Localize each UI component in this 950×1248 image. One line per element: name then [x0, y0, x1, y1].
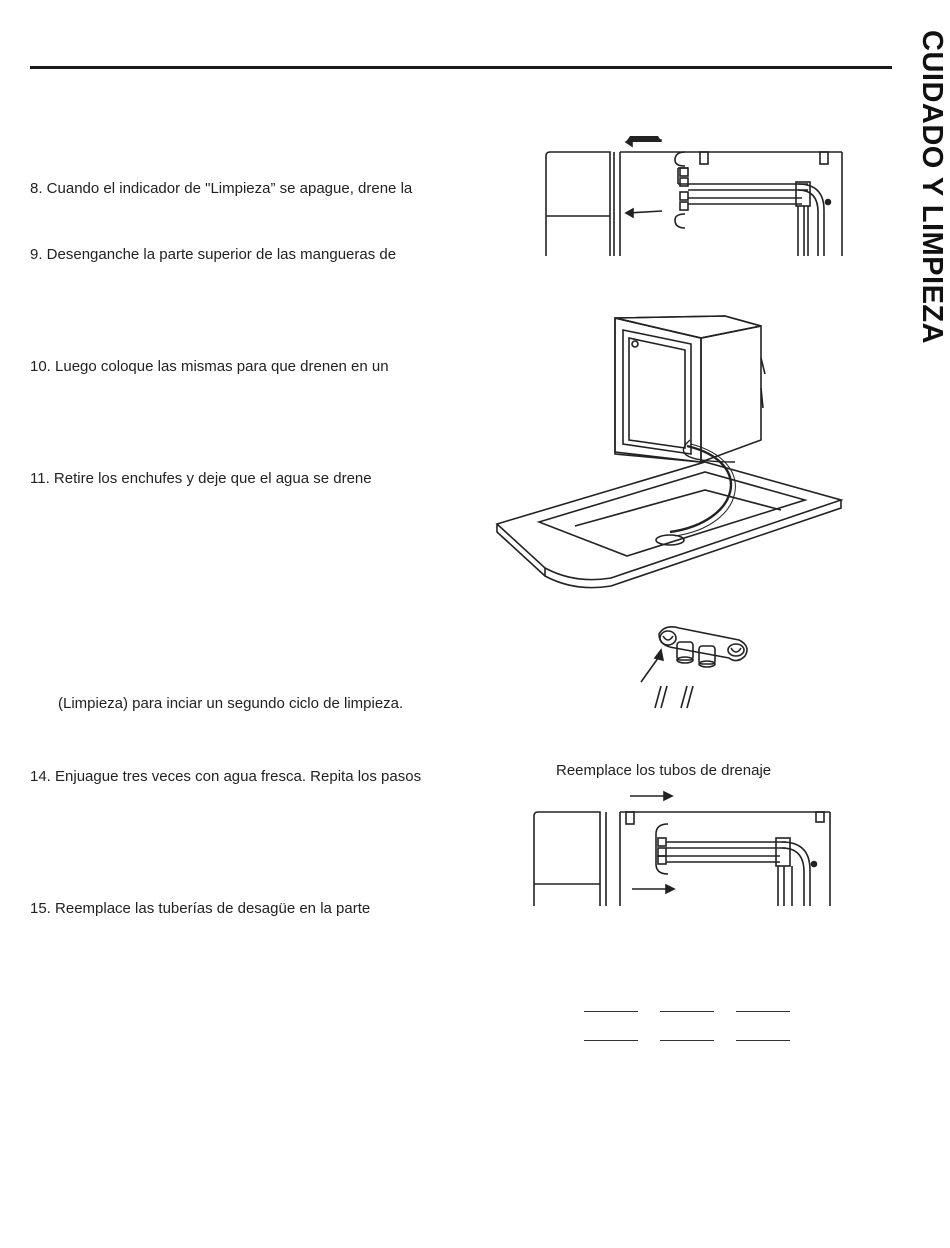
- step-15: 15. Reemplace las tuberías de desagüe en la parte: [30, 900, 371, 917]
- drain-plugs-illustration: [635, 620, 755, 712]
- hose-unhook-illustration: [540, 130, 850, 260]
- replace-tubes-caption: Reemplace los tubos de drenaje: [556, 762, 772, 779]
- blank-line: [736, 1040, 790, 1041]
- blank-line: [660, 1011, 714, 1012]
- drain-into-basin-illustration: [495, 312, 855, 582]
- step-10: 10. Luego coloque las mismas para que drenen en un: [30, 358, 389, 375]
- section-title: [912, 30, 950, 350]
- step-8: 8. Cuando el indicador de "Limpieza” se apague, drene la: [30, 180, 413, 197]
- hose-reattach-illustration: [530, 788, 840, 912]
- blank-line: [584, 1040, 638, 1041]
- section-title-text: CUIDADO Y LIMPIEZA: [916, 30, 948, 345]
- header-rule: [30, 66, 892, 69]
- step-13-continuation: (Limpieza) para inciar un segundo ciclo de limpieza.: [58, 695, 404, 712]
- blank-line: [736, 1011, 790, 1012]
- blank-line: [660, 1040, 714, 1041]
- step-9: 9. Desenganche la parte superior de las mangueras de: [30, 246, 397, 263]
- blank-line: [584, 1011, 638, 1012]
- step-14: 14. Enjuague tres veces con agua fresca. Repita los pasos: [30, 768, 422, 785]
- step-11: 11. Retire los enchufes y deje que el agua se drene: [30, 470, 372, 487]
